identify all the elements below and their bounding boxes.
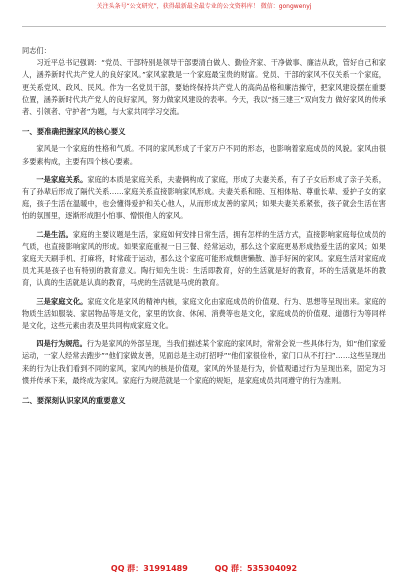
- item-family-culture: [22, 296, 386, 333]
- section1-intro: 家风是一个家庭的性格和气质。不同的家风形成了千家万户不同的形态，也影响着家庭成员的风貌。家风由很多要素构成，主要有四个核心要素。: [22, 144, 386, 166]
- promo-banner: 关注头条号“公文研究”，获得最新最全最专业的公文资料库！ 微信：gongwenyj: [96, 3, 312, 10]
- header-divider: [22, 26, 386, 27]
- intro-paragraph: 习近平总书记强调：“党员、干部特别是领导干部要清白做人、勤俭齐家、干净做事、廉洁从政，管好自己和家人，涵养新时代共产党人的良好家风。”家风家教是一个家庭最宝贵的财富。党员、干部的家风不仅关系一个家庭，更关系党风、政风、民风。作为一名党员干部，要始终保持共产党人的高尚品格和廉洁操守，把家风建设摆在重要位置，涵养新时代共产党人的良好家风，努力做家风建设的表率。今天，我以“扬三建三”双向发力 做好家风的传承者、引领者、守护者”为题，与大家共同学习交流。: [22, 58, 386, 117]
- item-family-relations: [22, 174, 386, 223]
- qq-group-1: QQ 群：31991489: [110, 564, 188, 573]
- section-heading-1: 一、要准确把握家风的核心要义: [22, 127, 126, 137]
- item-lead: 四是行为规范。: [36, 339, 87, 349]
- greeting: 同志们：: [22, 46, 51, 55]
- section-heading-2: 二、要深刻认识家风的重要意义: [22, 396, 126, 406]
- item-lead: 二是生活。: [36, 229, 73, 239]
- document-body: [22, 45, 386, 412]
- item-lead: 一是家庭关系。: [36, 174, 88, 184]
- item-text: 家庭文化是家风的精神内核，家庭文化由家庭成员的价值观、行为、思想等呈现出来。家庭的物质生活如服装、家居物品等是文化，家里的饮食、休闲、消费等也是文化，家庭成员的价值观、道德行为等同样是文化，这些元素由表及里共同构成家庭文化。: [22, 296, 386, 331]
- footer-qq-groups: [0, 563, 408, 574]
- item-text: 行为是家风的外部呈现，当我们描述某个家庭的家风时，常常会说一些具体行为，如“他们家爱运动，一家人经常去跑步”“他们家做友善，见面总是主动打招呼”“他们家很俭朴，家门口从不打扫”……这些呈现出来的行为让我们看到不同的家风，家风内的核是价值观，家风的外显是行为，价值观通过行为呈现出来，固定为习惯并传承下来，最终成为家风。家庭行为规范就是一个家庭的规矩，是家庭成员共同遵守的行为准则。: [22, 339, 386, 385]
- qq-group-2: QQ 群：535304092: [214, 564, 298, 573]
- item-lead: 三是家庭文化。: [36, 296, 88, 306]
- item-text: 家庭的主要议题是生活，家庭如何安排日常生活，拥有怎样的生活方式，直接影响家庭每位成员的气质，也直接影响家风的形成。如果家庭重视一日三餐、经常运动，那么这个家庭更易形成热爱生活的家风；如果家庭天天刷手机、打麻将，时常疏于运动，那么这个家庭可能形成颓唐懒散、游手好闲的家风。家庭生活对家庭成员尤其是孩子也有特别的教育意义。陶行知先生说：生活即教育，好的生活就是好的教育，坏的生活就是坏的教育，认真的生活就是认真的教育，马虎的生活就是马虎的教育。: [22, 229, 386, 288]
- item-behavior-norms: [22, 338, 386, 387]
- item-text: 家庭的本质是家庭关系，夫妻俩构成了家庭，形成了夫妻关系，有了子女后形成了亲子关系，有了孙辈后形成了隔代关系……家庭关系直接影响家风形成。夫妻关系和睦、互相体贴、尊重长辈、爱护子女的家庭，孩子生活在温暖中，也会懂得爱护和关心他人，从而形成友善的家风；如果夫妻关系紧张，孩子就会生活在害怕的氛围里，逐渐形成胆小怕事、憎恨他人的家风。: [22, 174, 386, 221]
- item-life: [22, 229, 386, 290]
